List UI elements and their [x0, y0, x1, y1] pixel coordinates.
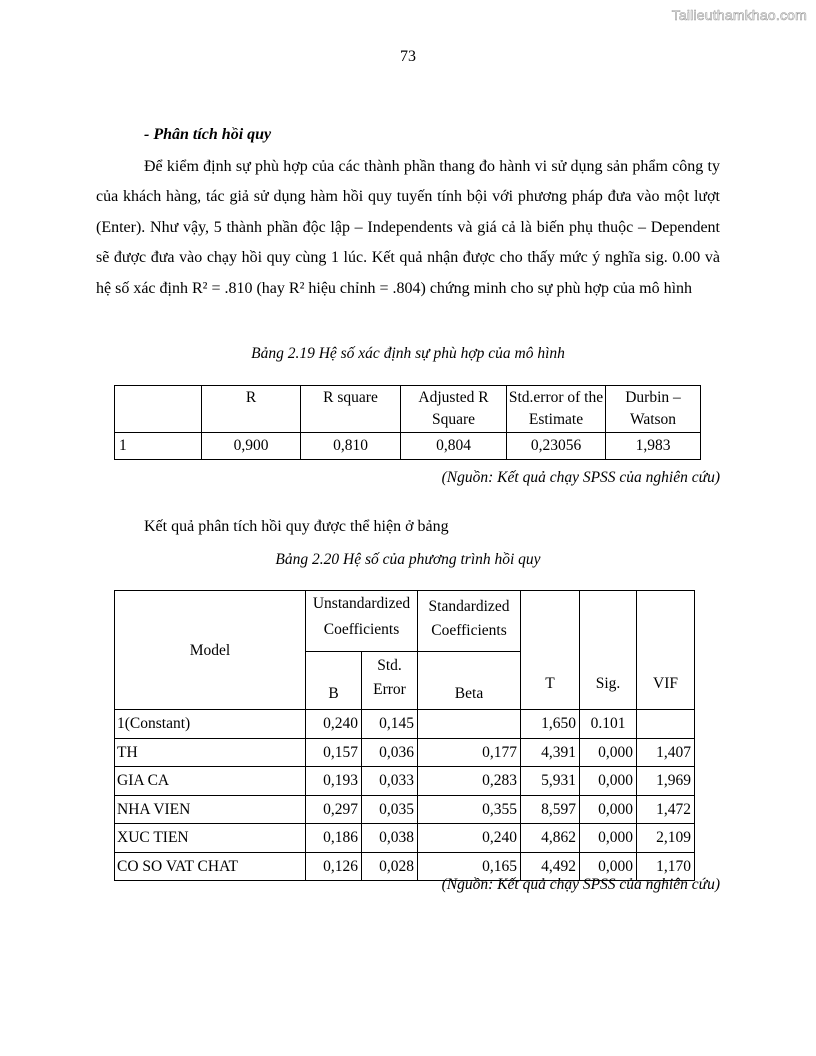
cell-b: 0,186 — [306, 824, 362, 853]
table1-header-cell: Std.error of the Estimate — [507, 386, 606, 433]
table-row — [115, 795, 695, 824]
watermark: Tailieuthamkhao.com — [671, 7, 807, 23]
table1-header-cell: Durbin – Watson — [606, 386, 701, 433]
header-std-error: Std. Error — [362, 652, 418, 710]
cell-beta: 0,177 — [418, 738, 521, 767]
row-label: NHA VIEN — [115, 795, 306, 824]
header-unstandardized: Unstandardized Coefficients — [306, 591, 418, 652]
table-row — [115, 767, 695, 796]
cell-t: 4,862 — [521, 824, 580, 853]
table2-caption: Bảng 2.20 Hệ số của phương trình hồi quy — [275, 551, 541, 568]
cell-b: 0,157 — [306, 738, 362, 767]
cell-std-error: 0,035 — [362, 795, 418, 824]
cell-sig: 0,000 — [580, 767, 637, 796]
model-fit-table — [114, 385, 701, 460]
page-number: 73 — [400, 48, 416, 65]
table1-caption: Bảng 2.19 Hệ số xác định sự phù hợp của mô hình — [251, 345, 565, 362]
cell-vif: 1,472 — [637, 795, 695, 824]
table1-header-cell — [115, 386, 202, 433]
cell-b: 0,297 — [306, 795, 362, 824]
cell-sig: 0,000 — [580, 738, 637, 767]
row-label: GIA CA — [115, 767, 306, 796]
table1-cell: 0,804 — [401, 433, 507, 460]
header-model: Model — [115, 591, 306, 710]
section-heading: - Phân tích hồi quy — [144, 126, 272, 143]
row-label: TH — [115, 738, 306, 767]
cell-sig: 0,000 — [580, 824, 637, 853]
cell-std-error: 0,033 — [362, 767, 418, 796]
cell-beta: 0,240 — [418, 824, 521, 853]
cell-b: 0,126 — [306, 852, 362, 881]
cell-t: 4,391 — [521, 738, 580, 767]
cell-sig: 0,000 — [580, 795, 637, 824]
header-sig: Sig. — [580, 591, 637, 710]
cell-vif — [637, 710, 695, 739]
intro-line: Kết quả phân tích hồi quy được thể hiện ở bảng — [144, 518, 449, 535]
cell-std-error: 0,145 — [362, 710, 418, 739]
cell-b: 0,193 — [306, 767, 362, 796]
table1-header-cell: R square — [301, 386, 401, 433]
cell-t: 1,650 — [521, 710, 580, 739]
table1-cell: 0,900 — [202, 433, 301, 460]
table1-header-cell: R — [202, 386, 301, 433]
table-row — [115, 710, 695, 739]
table1-cell: 1,983 — [606, 433, 701, 460]
header-t: T — [521, 591, 580, 710]
header-beta: Beta — [418, 652, 521, 710]
cell-vif: 2,109 — [637, 824, 695, 853]
table1-cell: 0,810 — [301, 433, 401, 460]
table2-header-row — [115, 591, 695, 652]
cell-std-error: 0,038 — [362, 824, 418, 853]
cell-t: 4,492 — [521, 852, 580, 881]
cell-t: 8,597 — [521, 795, 580, 824]
cell-b: 0,240 — [306, 710, 362, 739]
cell-vif: 1,407 — [637, 738, 695, 767]
table1-cell: 1 — [115, 433, 202, 460]
cell-beta — [418, 710, 521, 739]
regression-coefficients-table — [114, 590, 695, 881]
cell-vif: 1,170 — [637, 852, 695, 881]
header-vif: VIF — [637, 591, 695, 710]
table1-header-row — [115, 386, 701, 433]
cell-sig: 0,000 — [580, 852, 637, 881]
cell-beta: 0,283 — [418, 767, 521, 796]
cell-std-error: 0,028 — [362, 852, 418, 881]
cell-vif: 1,969 — [637, 767, 695, 796]
cell-beta: 0,165 — [418, 852, 521, 881]
table-row — [115, 738, 695, 767]
row-label: 1(Constant) — [115, 710, 306, 739]
row-label: CO SO VAT CHAT — [115, 852, 306, 881]
body-paragraph: Để kiểm định sự phù hợp của các thành phần thang đo hành vi sử dụng sản phẩm công ty của khách hàng, tác giả sử dụng hàm hồi quy tuyến tính bội với phương pháp đưa vào một lượt (Enter). Như vậy, 5 thành phần độc lập – Independents và giá cả là biến phụ thuộc – Dependent sẽ được đưa vào chạy hồi quy cùng 1 lúc. Kết quả nhận được cho thấy mức ý nghĩa sig. 0.00 và hệ số xác định R² = .810 (hay R² hiệu chỉnh = .804) chứng minh cho sự phù hợp của mô hình — [96, 158, 720, 297]
cell-std-error: 0,036 — [362, 738, 418, 767]
row-label: XUC TIEN — [115, 824, 306, 853]
table1-cell: 0,23056 — [507, 433, 606, 460]
header-b: B — [306, 652, 362, 710]
cell-t: 5,931 — [521, 767, 580, 796]
table-row — [115, 433, 701, 460]
header-standardized: Standardized Coefficients — [418, 591, 521, 652]
table1-header-cell: Adjusted R Square — [401, 386, 507, 433]
table1-source: (Nguồn: Kết quả chạy SPSS của nghiên cứu) — [441, 469, 720, 486]
table-row — [115, 824, 695, 853]
cell-beta: 0,355 — [418, 795, 521, 824]
table2-source: (Nguồn: Kết quả chạy SPSS của nghiên cứu) — [441, 876, 720, 893]
cell-sig: 0.101 — [580, 710, 637, 739]
